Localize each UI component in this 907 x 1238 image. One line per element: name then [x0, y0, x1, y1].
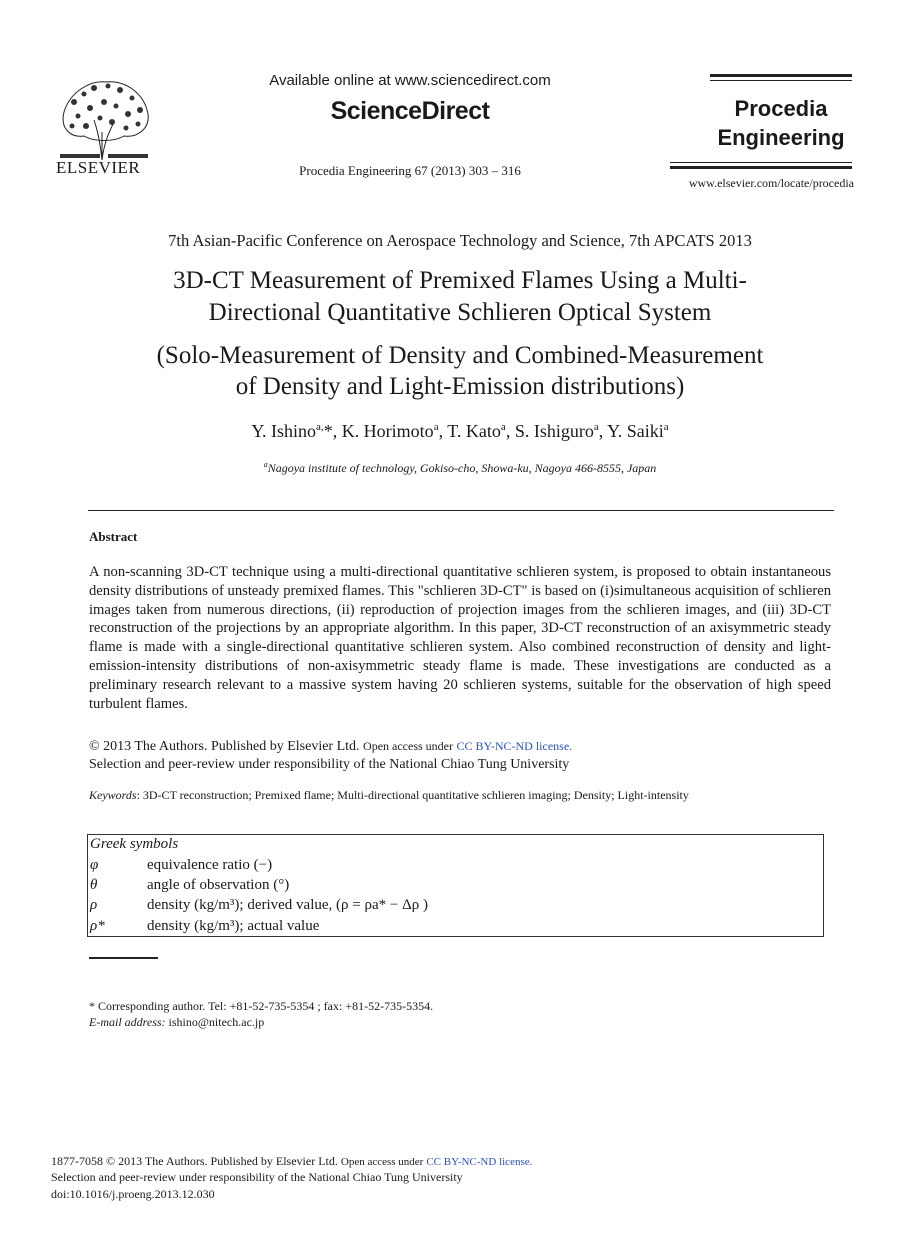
paper-title-line1: 3D-CT Measurement of Premixed Flames Using a Multi-	[173, 267, 747, 294]
keywords	[89, 788, 831, 803]
footnote-divider	[89, 957, 158, 959]
copyright-text: © 2013 The Authors. Published by Elsevier Ltd.	[89, 739, 360, 754]
paper-subtitle-line1: (Solo-Measurement of Density and Combined-Measurement	[156, 342, 764, 369]
section-divider	[88, 510, 834, 511]
author-name: Y. Ishino	[251, 421, 317, 441]
sciencedirect-wordmark: ScienceDirect	[330, 97, 490, 125]
journal-reference: Procedia Engineering 67 (2013) 303 – 316	[299, 163, 521, 178]
nomenclature-definition: angle of observation (°)	[147, 877, 290, 893]
journal-rule-top-thin	[710, 80, 852, 81]
author-affiliation-mark: a	[500, 421, 506, 433]
author-separator: *,	[323, 421, 342, 441]
keywords-label: Keywords	[89, 788, 137, 802]
author-separator: ,	[438, 421, 448, 441]
email-note	[89, 1015, 264, 1030]
keywords-text: : 3D-CT reconstruction; Premixed flame; Multi-directional quantitative schlieren imaging; Density; Light-intensity	[136, 788, 689, 802]
journal-rule-top-thick	[710, 74, 852, 77]
corresponding-author-note: * Corresponding author. Tel: +81-52-735-5354 ; fax: +81-52-735-5354.	[89, 999, 434, 1013]
footer-license-link[interactable]: CC BY-NC-ND license.	[426, 1156, 533, 1168]
author-name: T. Kato	[447, 421, 501, 441]
footer-issn-copyright: 1877-7058 © 2013 The Authors. Published by Elsevier Ltd.	[51, 1154, 338, 1168]
author-affiliation-mark: a	[593, 421, 599, 433]
abstract-body: A non-scanning 3D-CT technique using a multi-directional quantitative schlieren system, is proposed to obtain instantaneous density distributions of unsteady premixed flames. This "schlieren 3D-CT" is based on (i)simultaneous acquisition of schlieren images taken from numerous directions, (ii) reproduction of projection images from the schlieren images, and (iii) 3D-CT reconstruction of the projections by an appropriate algorithm. In this paper, 3D-CT reconstruction of an axisymmetric steady flame is made with a single-directional quantitative schlieren system. Also combined reconstruction of density and light-emission-intensity distributions of non-axisymmetric steady flame is made. These investigations are conducted as a preliminary research relevant to a massive system having 20 schlieren systems, suitable for the observation of high speed turbulent flames.	[89, 564, 831, 712]
author-name: S. Ishiguro	[514, 421, 594, 441]
journal-name	[708, 94, 854, 152]
conference-name: 7th Asian-Pacific Conference on Aerospace Technology and Science, 7th APCATS 2013	[168, 231, 752, 250]
nomenclature-symbol: θ	[90, 877, 98, 893]
paper-title-line2: Directional Quantitative Schlieren Optical System	[208, 299, 712, 326]
available-online-text: Available online at www.sciencedirect.com	[269, 72, 551, 89]
journal-url-link[interactable]: www.elsevier.com/locate/procedia	[688, 176, 854, 190]
open-access-text: Open access under	[363, 739, 453, 753]
author-separator: ,	[598, 421, 608, 441]
nomenclature-definition: density (kg/m³); actual value	[147, 918, 320, 934]
journal-name-line2: Engineering	[717, 125, 845, 150]
email-address-link[interactable]: ishino@nitech.ac.jp	[168, 1015, 265, 1029]
paper-subtitle-line2: of Density and Light-Emission distributions)	[235, 373, 685, 400]
nomenclature-symbol: ρ*	[90, 918, 105, 934]
peer-review-text: Selection and peer-review under responsibility of the National Chiao Tung University	[89, 757, 570, 772]
nomenclature-symbol: ρ	[90, 897, 98, 913]
copyright-block	[89, 737, 831, 774]
email-label: E-mail address:	[89, 1015, 166, 1029]
author-name: K. Horimoto	[341, 421, 434, 441]
journal-name-line1: Procedia	[734, 96, 828, 121]
author-separator: ,	[505, 421, 515, 441]
affiliation-text: Nagoya institute of technology, Gokiso-cho, Showa-ku, Nagoya 466-8555, Japan	[267, 461, 657, 475]
author-affiliation-mark: a	[663, 421, 669, 433]
author-list	[0, 421, 907, 442]
author-affiliation-mark: a,	[316, 421, 324, 433]
author-name: Y. Saiki	[607, 421, 664, 441]
affiliation	[0, 460, 907, 476]
affiliation-mark: a	[263, 460, 268, 469]
journal-rule-bottom-thick	[670, 166, 852, 169]
nomenclature-symbol: φ	[90, 857, 99, 873]
abstract-heading: Abstract	[89, 529, 138, 544]
journal-rule-bottom-thin	[670, 162, 852, 163]
nomenclature-heading: Greek symbols	[90, 836, 179, 852]
nomenclature-definition: density (kg/m³); derived value, (ρ = ρa* − Δρ )	[147, 897, 428, 913]
footer-copyright	[51, 1154, 532, 1169]
author-affiliation-mark: a	[433, 421, 439, 433]
footer-peer-review: Selection and peer-review under responsibility of the National Chiao Tung University	[51, 1170, 463, 1184]
nomenclature-definition: equivalence ratio (−)	[147, 857, 273, 873]
publisher-wordmark: ELSEVIER	[56, 158, 141, 177]
footer-doi[interactable]: doi:10.1016/j.proeng.2013.12.030	[51, 1187, 215, 1201]
license-link[interactable]: CC BY-NC-ND license.	[456, 739, 573, 753]
footer-open-access: Open access under	[340, 1156, 424, 1168]
